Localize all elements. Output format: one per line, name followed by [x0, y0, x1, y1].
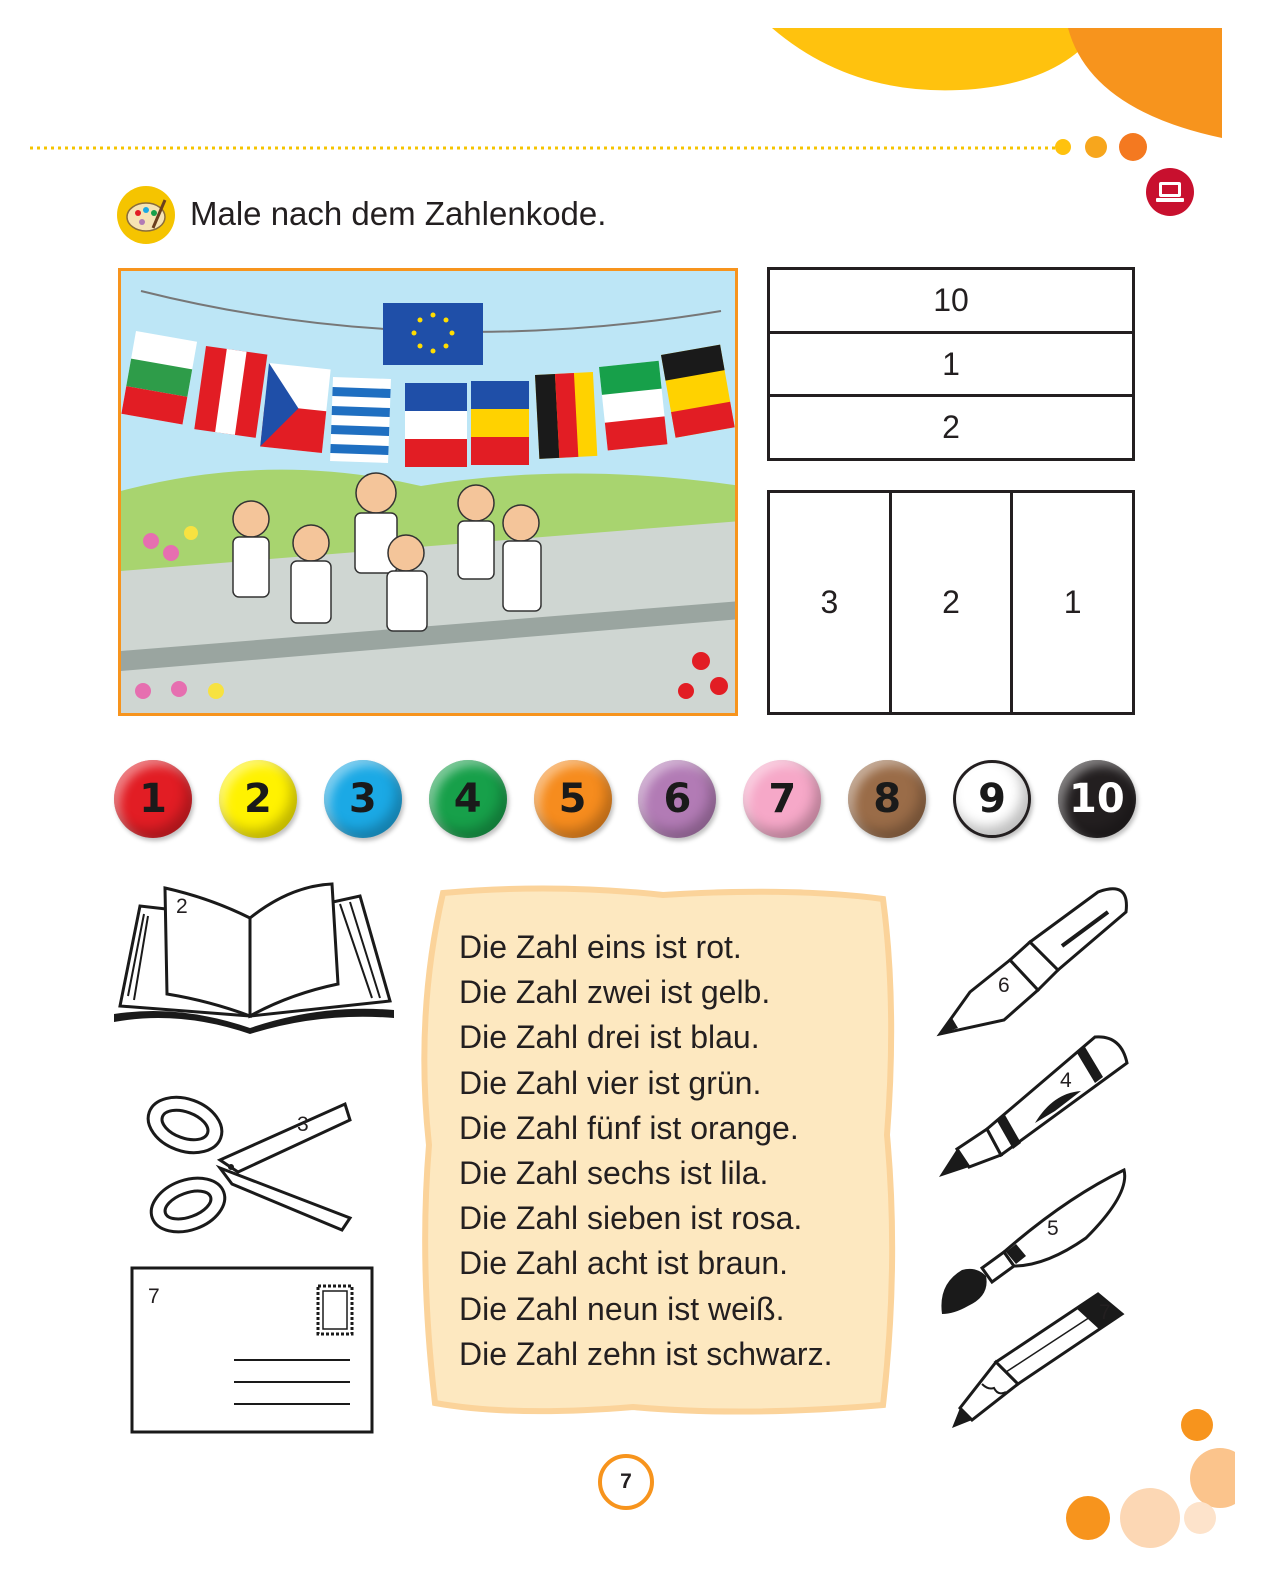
- paintbrush-number: 5: [1047, 1217, 1059, 1240]
- color-dot-1: 1: [114, 760, 192, 838]
- color-sentences: [459, 925, 832, 1377]
- flag-stripe-right[interactable]: 1: [1063, 584, 1082, 620]
- sentence-line: Die Zahl acht ist braun.: [459, 1245, 789, 1282]
- color-dot-3: 3: [324, 760, 402, 838]
- flag-stripe-center[interactable]: 2: [892, 493, 1014, 712]
- color-dot-5: 5: [534, 760, 612, 838]
- color-dot-2: 2: [219, 760, 297, 838]
- flag-stripe-left[interactable]: 3: [770, 493, 892, 712]
- pencil-number: 7: [1099, 1301, 1111, 1324]
- crayon-number: 4: [1060, 1069, 1072, 1092]
- book-number: 2: [176, 895, 188, 918]
- sentence-line: Die Zahl drei ist blau.: [459, 1019, 760, 1056]
- color-dot-7: 7: [743, 760, 821, 838]
- sentence-line: Die Zahl fünf ist orange.: [459, 1109, 799, 1146]
- flag-stripe-top[interactable]: 10: [770, 270, 1132, 334]
- pen-icon[interactable]: [930, 882, 1135, 1042]
- page-number: 7: [598, 1454, 654, 1510]
- scissors-icon[interactable]: [140, 1090, 355, 1240]
- book-icon[interactable]: [110, 876, 395, 1036]
- vertical-flag-template[interactable]: [767, 490, 1135, 715]
- horizontal-flag-template[interactable]: [767, 267, 1135, 461]
- color-dot-4: 4: [429, 760, 507, 838]
- postcard-icon[interactable]: [130, 1266, 374, 1434]
- header-decoration: [0, 0, 1270, 170]
- sentence-line: Die Zahl vier ist grün.: [459, 1064, 762, 1101]
- flag-stripe-bottom[interactable]: 2: [942, 409, 960, 446]
- instruction-text: Male nach dem Zahlenkode.: [190, 195, 607, 232]
- flag-stripe-middle[interactable]: 1: [770, 334, 1132, 398]
- sentence-line: Die Zahl sieben ist rosa.: [459, 1200, 803, 1237]
- sentence-line: Die Zahl zwei ist gelb.: [459, 974, 771, 1011]
- scissors-number: 3: [297, 1113, 309, 1136]
- crayon-icon[interactable]: [935, 1025, 1135, 1185]
- corner-decoration: [1060, 1400, 1235, 1594]
- color-dot-10: 10: [1058, 760, 1136, 838]
- color-dot-6: 6: [638, 760, 716, 838]
- palette-icon: [117, 186, 175, 244]
- color-dot-8: 8: [848, 760, 926, 838]
- sentence-line: Die Zahl zehn ist schwarz.: [459, 1335, 833, 1372]
- sentence-line: Die Zahl eins ist rot.: [459, 929, 742, 965]
- laptop-icon: [1146, 168, 1194, 216]
- sentence-line: Die Zahl neun ist weiß.: [459, 1290, 785, 1327]
- color-dot-9: 9: [953, 760, 1031, 838]
- sentence-line: Die Zahl sechs ist lila.: [459, 1155, 769, 1192]
- postcard-number: 7: [148, 1285, 160, 1308]
- pen-number: 6: [998, 974, 1010, 997]
- children-flags-illustration: [118, 268, 738, 716]
- color-code-legend: [114, 760, 1136, 840]
